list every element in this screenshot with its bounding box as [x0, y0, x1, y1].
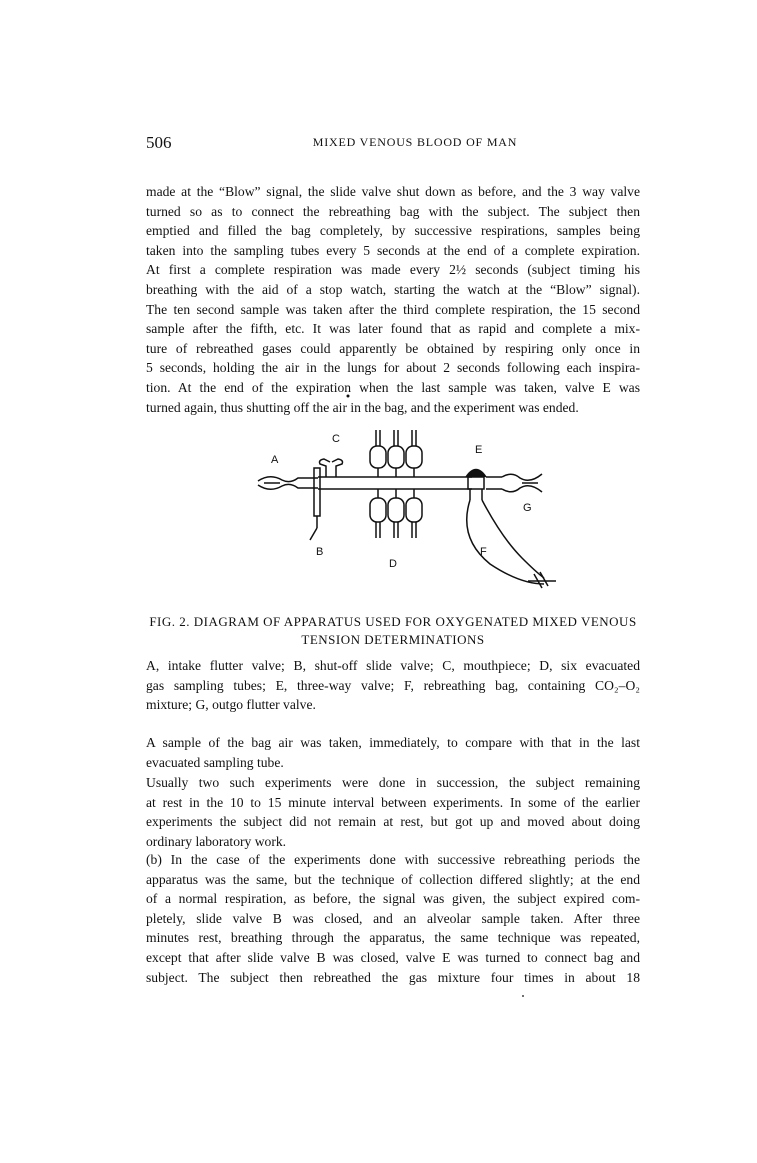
legend-line: mixture; G, outgo flutter valve.: [146, 697, 316, 713]
text-line: of a normal respiration, as before, the signal was given, the subject expired com-: [146, 891, 640, 907]
apparatus-diagram: [240, 388, 560, 600]
text-line: Usually two such experiments were done in succession, the subject remaining: [146, 775, 640, 790]
text-line: sample after the fifth, etc. It was later found that as rapid and complete a mix-: [146, 321, 640, 337]
text-line: The ten second sample was taken after the third complete respiration, the 15 second: [146, 301, 640, 317]
intake-flutter-valve: [258, 477, 318, 490]
label-e: E: [475, 444, 483, 456]
label-d: D: [389, 558, 397, 570]
text-line: taken into the sampling tubes every 5 seconds at the end of a complete expiration.: [146, 242, 640, 258]
text-line: turned so as to connect the rebreathing bag with the subject. The subject then: [146, 203, 640, 219]
label-c: C: [332, 433, 340, 445]
label-g: G: [523, 502, 532, 514]
legend-line: A, intake flutter valve; B, shut-off slide valve; C, mouthpiece; D, six evacuated: [146, 658, 640, 673]
text-line: 5 seconds, holding the air in the lungs for about 2 seconds following each inspira-: [146, 360, 640, 376]
figure-legend: [146, 656, 640, 715]
page-number: 506: [146, 133, 172, 152]
body-paragraph-4: [146, 850, 640, 987]
text-line: subject. The subject then rebreathed the gas mixture four times in about 18: [146, 969, 640, 985]
print-dot: [347, 395, 350, 398]
text-line: At first a complete respiration was made every 2½ seconds (subject timing his: [146, 262, 640, 278]
text-line: at rest in the 10 to 15 minute interval between experiments. In some of the earlier: [146, 794, 640, 810]
text-line: experiments the subject did not remain at rest, but got up and moved about doing: [146, 814, 640, 830]
outgo-flutter-valve: [502, 474, 542, 492]
text-line: ture of rebreathed gases could apparently be obtained by respiring only once in: [146, 340, 640, 356]
figure-caption-line-1: FIG. 2. DIAGRAM OF APPARATUS USED FOR OXYGENATED MIXED VENOUS: [149, 614, 637, 629]
text-line: except that after slide valve B was closed, valve E was turned to connect bag and: [146, 949, 640, 965]
text-line: breathing with the aid of a stop watch, starting the watch at the “Blow” signal).: [146, 281, 640, 297]
shut-off-slide-valve: [310, 468, 320, 540]
body-paragraph-2: [146, 733, 640, 772]
figure-caption-line-2: TENSION DETERMINATIONS: [301, 632, 485, 647]
text-line: emptied and filled the bag completely, by successive respirations, samples being: [146, 223, 640, 239]
rebreathing-bag: [467, 500, 556, 588]
text-line: apparatus was the same, but the technique of collection differed slightly; at the end: [146, 871, 640, 887]
outgo-tube: [486, 477, 502, 489]
text-line: made at the “Blow” signal, the slide valve shut down as before, and the 3 way valve: [146, 184, 640, 199]
body-paragraph-3: [146, 773, 640, 851]
page-header: [146, 133, 624, 153]
lower-sampling-tubes: [370, 489, 422, 538]
running-head: MIXED VENOUS BLOOD OF MAN: [312, 135, 518, 149]
main-tube: [318, 477, 472, 489]
mouthpiece: [320, 459, 343, 477]
text-line: turned again, thus shutting off the air in the bag, and the experiment was ended.: [146, 399, 579, 415]
label-f: F: [480, 546, 487, 558]
label-a: A: [271, 454, 279, 466]
text-line: pletely, slide valve B was closed, and an alveolar sample taken. After three: [146, 910, 640, 926]
body-paragraph-1: [146, 182, 640, 417]
text-line: ordinary laboratory work.: [146, 833, 287, 849]
text-line: evacuated sampling tube.: [146, 754, 284, 770]
text-line: (b) In the case of the experiments done with successive rebreathing periods the: [146, 852, 640, 867]
text-line: tion. At the end of the expiration when the last sample was taken, valve E was: [146, 379, 640, 395]
print-dot: [522, 995, 524, 997]
text-line: minutes rest, breathing through the apparatus, the same technique was repeated,: [146, 930, 640, 946]
label-b: B: [316, 546, 324, 558]
three-way-valve: [466, 470, 486, 501]
text-line: A sample of the bag air was taken, immediately, to compare with that in the last: [146, 735, 640, 750]
upper-sampling-tubes: [370, 430, 422, 477]
legend-line: gas sampling tubes; E, three-way valve; F, rebreathing bag, containing CO₂–O₂: [146, 677, 640, 693]
